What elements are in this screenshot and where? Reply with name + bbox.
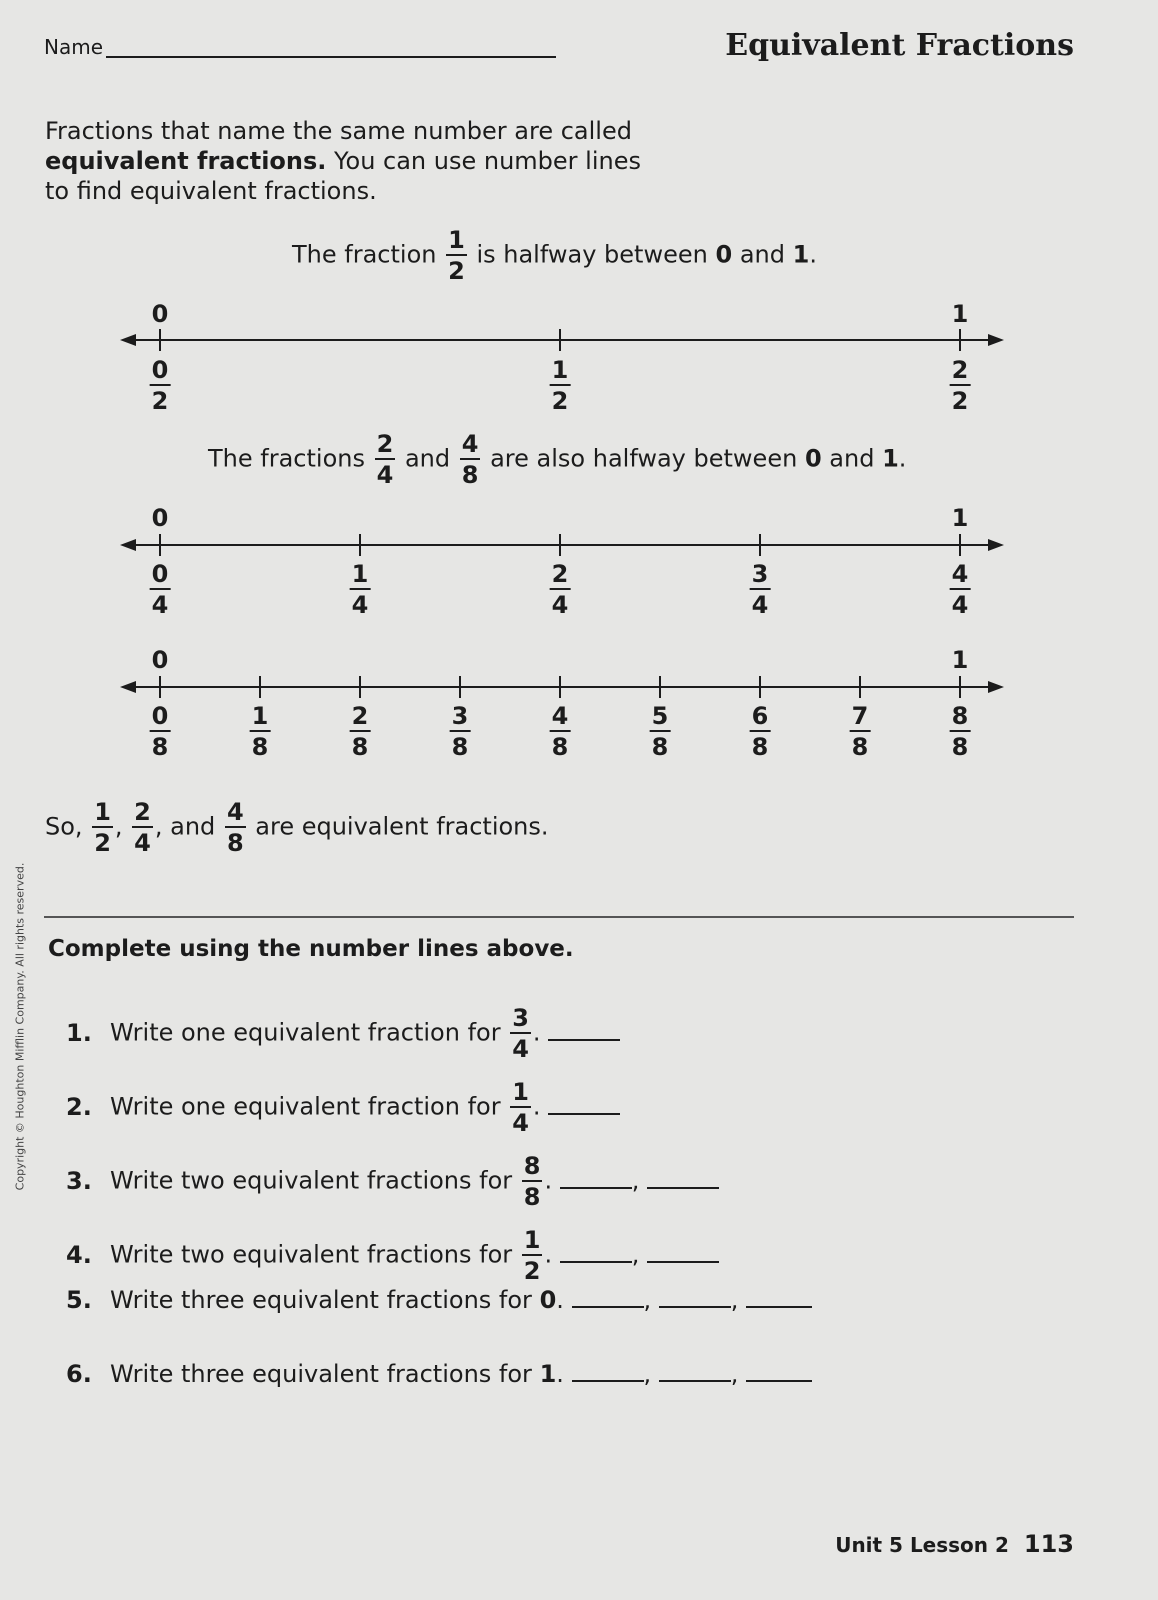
label-one: 1 [951,504,969,532]
label-zero: 0 [151,504,169,532]
label-zero: 0 [151,646,169,674]
instructions: Complete using the number lines above. [48,936,574,962]
tick-fraction: $\frac{1}{2}$ [551,356,569,415]
footer [835,1530,1074,1558]
statement-2-mid: are also halfway between [490,444,798,473]
intro-paragraph [45,116,665,206]
statement-2-zero: 0 [804,444,822,473]
lesson-label: Unit 5 Lesson 2 [835,1533,1009,1557]
tick-fraction: $\frac{0}{4}$ [151,560,169,619]
tick-fraction: $\frac{2}{8}$ [351,702,369,761]
intro-line-2-rest: You can use number lines [326,147,641,175]
fraction: $\frac{4}{8}$ [226,798,244,857]
answer-blank[interactable] [572,1286,644,1308]
number-line-halves [120,325,1010,355]
question-text: Write two equivalent fractions for [110,1240,513,1269]
answer-blank[interactable] [572,1360,644,1382]
tick-fraction: $\frac{2}{4}$ [551,560,569,619]
answer-blank[interactable] [659,1360,731,1382]
tick-fraction: $\frac{1}{8}$ [251,702,269,761]
fraction: $\frac{2}{4}$ [376,430,394,489]
arrow-right-icon [988,334,1004,346]
tick-fraction: $\frac{0}{2}$ [151,356,169,415]
tick-fraction: $\frac{1}{4}$ [351,560,369,619]
statement-1-one: 1 [792,240,810,269]
question-3: 3. Write two equivalent fractions for $\frac{8}{8}$ . , [66,1154,719,1209]
tick-fraction: $\frac{4}{8}$ [551,702,569,761]
fraction: $\frac{2}{4}$ [134,798,151,857]
label-one: 1 [951,300,969,328]
number-line-eighths [120,672,1010,702]
tick-fraction: $\frac{3}{8}$ [451,702,469,761]
answer-blank[interactable] [548,1019,620,1041]
question-1: 1. Write one equivalent fraction for $\frac{3}{4}$ . [66,1006,620,1061]
statement-1-and: and [739,240,785,269]
question-number: 1. [66,1018,92,1047]
question-number: 2. [66,1092,92,1121]
question-number: 5. [66,1286,92,1314]
conclusion: So, $\frac{1}{2}$ , $\frac{2}{4}$ , and $\frac{4}{8}$ are equivalent fractions. [45,798,549,857]
statement-1-zero: 0 [715,240,733,269]
question-number: 4. [66,1240,92,1269]
answer-blank[interactable] [560,1241,632,1263]
answer-blank[interactable] [548,1093,620,1115]
intro-bold-term: equivalent fractions. [45,147,327,175]
question-number: 3. [66,1166,92,1195]
question-number: 6. [66,1360,92,1388]
tick-fraction: $\frac{2}{2}$ [951,356,969,415]
arrow-left-icon [120,334,136,346]
statement-2: The fractions $\frac{2}{4}$ and $\frac{4}{8}$ are also halfway between 0 and 1. [208,430,907,489]
statement-1-prefix: The fraction [292,240,437,269]
tick-fraction: $\frac{3}{4}$ [751,560,769,619]
question-text: Write three equivalent fractions for [110,1286,532,1314]
fraction: $\frac{1}{2}$ [523,1226,541,1285]
statement-1: The fraction $\frac{1}{2}$ is halfway between 0 and 1. [292,226,817,285]
tick-fraction: $\frac{0}{8}$ [151,702,169,761]
question-text: Write one equivalent fraction for [110,1018,501,1047]
fraction: $\frac{1}{2}$ [94,798,111,857]
conclusion-prefix: So, [45,812,83,841]
intro-line-3: to find equivalent fractions. [45,177,377,205]
arrow-right-icon [988,539,1004,551]
tick-fraction: $\frac{6}{8}$ [751,702,769,761]
tick-fraction: $\frac{4}{4}$ [951,560,969,619]
conclusion-suffix: are equivalent fractions. [255,812,549,841]
question-5: 5. Write three equivalent fractions for 0. , , [66,1286,812,1314]
label-zero: 0 [151,300,169,328]
section-divider [44,916,1074,918]
label-one: 1 [951,646,969,674]
tick-fraction: $\frac{5}{8}$ [651,702,669,761]
name-field[interactable] [106,56,556,58]
statement-2-prefix: The fractions [208,444,365,473]
fraction: $\frac{4}{8}$ [461,430,479,489]
answer-blank[interactable] [746,1286,812,1308]
question-text: Write two equivalent fractions for [110,1166,513,1195]
statement-2-and: and [404,444,451,473]
statement-2-one: 1 [882,444,899,473]
question-value: 1 [539,1360,557,1388]
fraction: $\frac{8}{8}$ [523,1152,541,1211]
number-line-fourths [120,530,1010,560]
tick-fraction: $\frac{7}{8}$ [851,702,869,761]
tick-fraction: $\frac{8}{8}$ [951,702,969,761]
question-value: 0 [539,1286,557,1314]
name-label: Name [44,35,104,59]
fraction: $\frac{1}{4}$ [512,1078,529,1137]
statement-1-mid: is halfway between [476,240,708,269]
statement-2-and-2: and [829,444,875,473]
question-4: 4. Write two equivalent fractions for $\frac{1}{2}$ . , [66,1228,719,1283]
intro-line-1: Fractions that name the same number are called [45,117,632,145]
question-text: Write three equivalent fractions for [110,1360,532,1388]
arrow-left-icon [120,681,136,693]
question-text: Write one equivalent fraction for [110,1092,501,1121]
copyright-notice: Copyright © Houghton Mifflin Company. All rights reserved. [13,862,27,1191]
question-6: 6. Write three equivalent fractions for 1. , , [66,1360,812,1388]
fraction: $\frac{3}{4}$ [512,1004,529,1063]
page-title: Equivalent Fractions [725,28,1074,63]
answer-blank[interactable] [560,1167,632,1189]
fraction: $\frac{1}{2}$ [448,226,465,285]
answer-blank[interactable] [647,1167,719,1189]
question-2: 2. Write one equivalent fraction for $\frac{1}{4}$ . [66,1080,620,1135]
answer-blank[interactable] [659,1286,731,1308]
answer-blank[interactable] [647,1241,719,1263]
arrow-right-icon [988,681,1004,693]
page-number: 113 [1023,1530,1074,1558]
answer-blank[interactable] [746,1360,812,1382]
arrow-left-icon [120,539,136,551]
intro-line-2 [45,146,665,176]
